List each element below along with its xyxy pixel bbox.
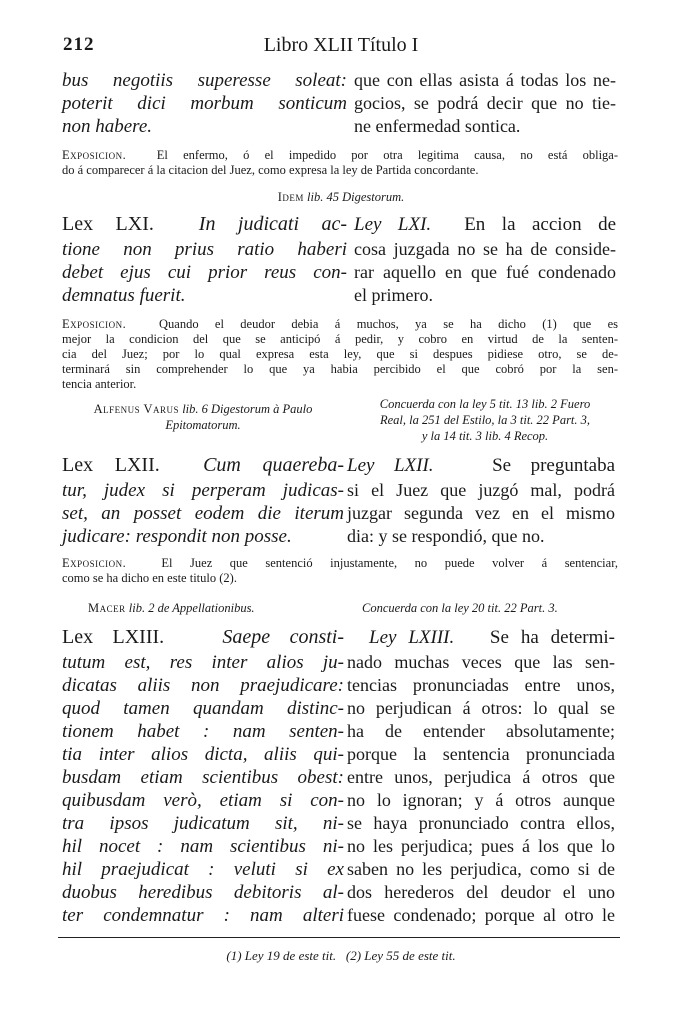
source-ref: lib. 45 Digestorum.: [307, 190, 405, 204]
latin-line: tionem habet : nam senten-: [62, 721, 344, 742]
latin-line: non habere.: [62, 116, 153, 137]
ley-text: Se ha determi-: [489, 627, 615, 648]
spanish-line: se haya pronunciado contra ellos,: [347, 813, 615, 833]
spanish-line: fuese condenado; porque al otro le: [347, 905, 615, 925]
exposicion-line: [62, 317, 618, 331]
footnote-divider: [58, 937, 620, 938]
spanish-line: ne enfermedad sontica.: [354, 116, 521, 136]
exposicion-text: El enfermo, ó el impedido por otra legitima causa, no está obliga-: [156, 148, 619, 162]
spanish-line: ha de entender absolutamente;: [347, 721, 615, 741]
exposicion-line: do á comparecer á la citacion del Juez, como expresa la ley de Partida concordante.: [62, 163, 479, 177]
footnote-2: (2) Ley 55 de este tit.: [345, 948, 456, 963]
lex-heading: Lex LXIII.: [62, 626, 165, 648]
latin-line: demnatus fuerit.: [62, 285, 186, 306]
latin-line: poterit dici morbum sonticum: [62, 93, 347, 114]
latin-line: busdam etiam scientibus obest:: [62, 767, 344, 788]
latin-line: dicatas aliis non praejudicare:: [62, 675, 344, 696]
latin-line: duobus heredibus debitoris al-: [62, 882, 344, 903]
exposicion-line: terminará sin comprehender lo que ya habia percibido el que cobró por la sen-: [62, 362, 618, 376]
exposicion-text: El Juez que sentenció injustamente, no puede volver á sentenciar,: [161, 556, 618, 570]
source-ref: lib. 2 de Appellationibus.: [128, 601, 255, 615]
lex-text: Saepe consti-: [222, 626, 345, 648]
lex-line: [62, 213, 347, 236]
ley-text: Se preguntaba: [492, 455, 615, 476]
footnote-1: (1) Ley 19 de este tit.: [226, 948, 337, 963]
source-ref-line: Epitomatorum.: [165, 418, 241, 432]
exposicion-line: [62, 148, 618, 162]
latin-line: tia inter alios dicta, aliis qui-: [62, 744, 344, 765]
concord-line: Concuerda con la ley 20 tit. 22 Part. 3.: [362, 601, 558, 615]
concord-line: Concuerda con la ley 5 tit. 13 lib. 2 Fuero: [379, 397, 591, 411]
spanish-line: entre unos, perjudica á otros que: [347, 767, 615, 787]
latin-line: tur, judex si perperam judicas-: [62, 480, 344, 501]
exposicion-line: tencia anterior.: [62, 377, 137, 391]
lex-line: [62, 454, 344, 477]
latin-line: set, an posset eodem die iterum: [62, 503, 344, 524]
source-author: Macer: [88, 601, 126, 615]
spanish-line: saben no les perjudica, como si de: [347, 859, 615, 879]
ley-heading: Ley LXI.: [354, 214, 432, 235]
spanish-line: nado muchas veces que las sen-: [347, 652, 615, 672]
lex-heading: Lex LXI.: [62, 213, 154, 235]
source-citation: [58, 402, 348, 417]
spanish-line: dos herederos del deudor el uno: [347, 882, 615, 902]
spanish-line: tencias pronunciadas entre unos,: [347, 675, 615, 695]
exposicion-label: Exposicion.: [62, 556, 127, 570]
source-citation: [88, 601, 255, 616]
latin-line: hil nocet : nam scientibus ni-: [62, 836, 344, 857]
page-number: 212: [63, 34, 95, 55]
latin-line: tione non prius ratio haberi: [62, 239, 347, 260]
lex-heading: Lex LXII.: [62, 454, 160, 476]
exposicion-line: como se ha dicho en este titulo (2).: [62, 571, 237, 585]
source-ref: lib. 6 Digestorum à Paulo: [182, 402, 313, 416]
spanish-line: dia: y se respondió, que no.: [347, 526, 545, 546]
latin-line: debet ejus cui prior reus con-: [62, 262, 347, 283]
latin-line: hil praejudicat : veluti si ex: [62, 859, 344, 880]
source-citation: [0, 190, 682, 205]
exposicion-label: Exposicion.: [62, 148, 127, 162]
exposicion-text: Quando el deudor debia á muchos, ya se ha dicho (1) que es: [159, 317, 618, 331]
spanish-line: el primero.: [354, 285, 433, 305]
page-title: Libro XLII Título I: [263, 34, 419, 56]
lex-text: In judicati ac-: [198, 213, 347, 235]
latin-line: quod tamen quandam distinc-: [62, 698, 344, 719]
exposicion-line: cia del Juez; por lo qual expresa esta ley, que si despues pidiese otro, se de-: [62, 347, 618, 361]
exposicion-line: [62, 556, 618, 570]
source-author: Idem: [277, 190, 304, 204]
spanish-line: juzgar segunda vez en el mismo: [347, 503, 615, 523]
spanish-line: rar aquello en que fué condenado: [354, 262, 616, 282]
exposicion-line: mejor la condicion del que se anticipó á pedir, y cobro en virtud de la senten-: [62, 332, 618, 346]
lex-line: [62, 626, 344, 649]
latin-line: bus negotiis superesse soleat:: [62, 70, 347, 91]
lex-text: Cum quaereba-: [203, 454, 344, 476]
spanish-line: no les perjudica; pues á los que lo: [347, 836, 615, 856]
ley-heading: Ley LXIII.: [369, 627, 455, 648]
spanish-line: no perjudican á otros: lo qual se: [347, 698, 615, 718]
latin-line: tra ipsos judicatum sit, ni-: [62, 813, 344, 834]
latin-line: ter condemnatur : nam alteri: [62, 905, 344, 926]
spanish-line: gocios, se podrá decir que no tie-: [354, 93, 616, 113]
spanish-line: porque la sentencia pronunciada: [347, 744, 615, 764]
spanish-line: si el Juez que juzgó mal, podrá: [347, 480, 615, 500]
ley-line: [347, 626, 615, 649]
exposicion-label: Exposicion.: [62, 317, 127, 331]
ley-text: En la accion de: [464, 214, 617, 235]
latin-line: tutum est, res inter alios ju-: [62, 652, 344, 673]
footnotes: [0, 948, 682, 964]
ley-line: [354, 213, 616, 236]
concord-line: y la 14 tit. 3 lib. 4 Recop.: [421, 429, 549, 443]
spanish-line: que con ellas asista á todas los ne-: [354, 70, 616, 90]
latin-line: quibusdam verò, etiam si con-: [62, 790, 344, 811]
page-header: [0, 34, 682, 60]
source-author: Alfenus Varus: [93, 402, 180, 416]
ley-heading: Ley LXII.: [347, 455, 434, 476]
ley-line: [347, 454, 615, 477]
concord-line: Real, la 251 del Estilo, la 3 tit. 22 Part. 3,: [379, 413, 591, 427]
spanish-line: no lo ignoran; y á otros aunque: [347, 790, 615, 810]
spanish-line: cosa juzgada no se ha de conside-: [354, 239, 616, 259]
latin-line: judicare: respondit non posse.: [62, 526, 292, 547]
